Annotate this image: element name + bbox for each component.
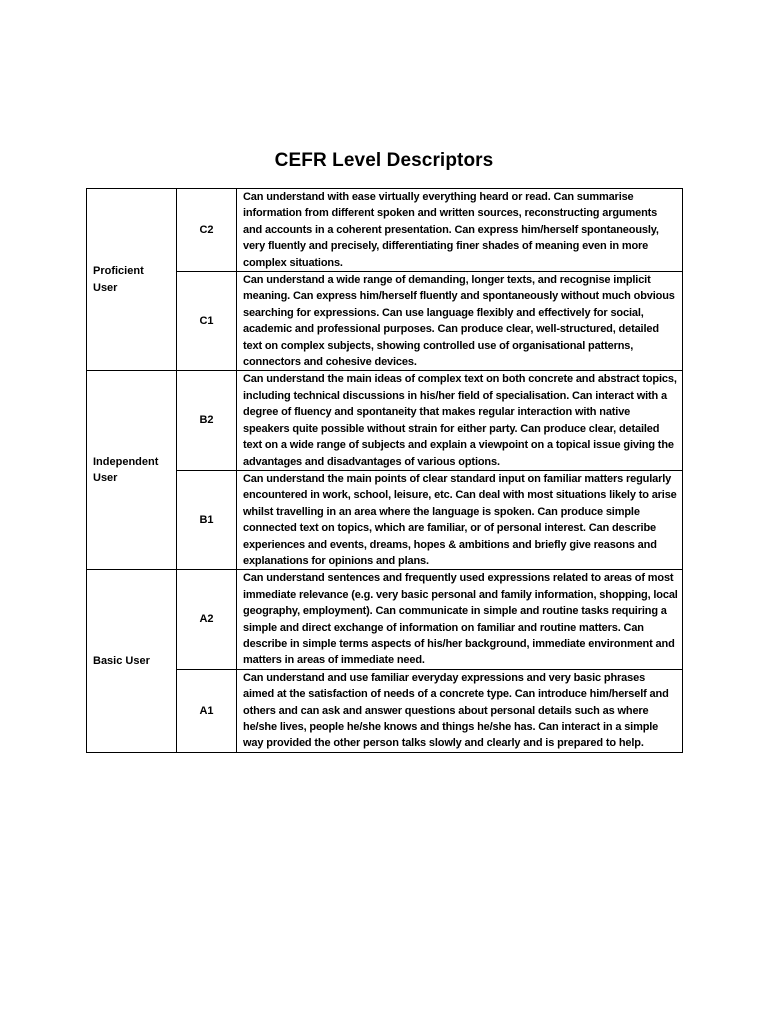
group-label-proficient-user: Proficient User (87, 189, 177, 371)
level-code-c1: C1 (177, 272, 237, 371)
level-description-a2 (237, 570, 683, 669)
level-code-c2: C2 (177, 189, 237, 272)
group-label-basic-user: Basic User (87, 570, 177, 752)
table-row-b2 (87, 371, 683, 470)
description-text: Can understand the main points of clear standard input on familiar matters regularly encountered in work, school, leisure, etc. Can deal with most situations likely to arise whilst travelling in an area where the language is spoken. Can produce simple connected text on topics, which are familiar, or of personal interest. Can describe experiences and events, dreams, hopes & ambitions and briefly give reasons and explanations for opinions and plans. (243, 472, 677, 567)
table-row-b1 (87, 470, 683, 569)
description-text: Can understand and use familiar everyday expressions and very basic phrases aimed at the satisfaction of needs of a concrete type. Can introduce him/herself and others and can ask and answer questions about personal details such as where he/she lives, people he/she knows and things he/she has. Can interact in a simple way provided the other person talks slowly and clearly and is prepared to help. (243, 671, 669, 750)
table-row-c2 (87, 189, 683, 272)
table-row-c1 (87, 272, 683, 371)
level-description-a1 (237, 669, 683, 752)
level-description-b1 (237, 470, 683, 569)
cefr-level-table (86, 188, 683, 753)
level-code-b2: B2 (177, 371, 237, 470)
group-label-independent-user: Independent User (87, 371, 177, 570)
description-text: Can understand the main ideas of complex text on both concrete and abstract topics, including technical discussions in his/her field of specialisation. Can interact with a degree of fluency and spontaneity that makes regular interaction with native speakers quite possible without strain for either party. Can produce clear, detailed text on a wide range of subjects and explain a viewpoint on a topical issue giving the advantages and disadvantages of various options. (243, 373, 677, 468)
level-description-b2 (237, 371, 683, 470)
description-text: Can understand a wide range of demanding, longer texts, and recognise implicit meaning. Can express him/herself fluently and spontaneously without much obvious searching for expressions. Can use language flexibly and effectively for social, academic and professional purposes. Can produce clear, well-structured, detailed text on complex subjects, showing controlled use of organisational patterns, connectors and cohesive devices. (243, 274, 675, 369)
table-row-a2 (87, 570, 683, 669)
document-title: CEFR Level Descriptors (274, 150, 494, 171)
level-code-a2: A2 (177, 570, 237, 669)
level-code-a1: A1 (177, 669, 237, 752)
description-text: Can understand with ease virtually everything heard or read. Can summarise information from different spoken and written sources, reconstructing arguments and accounts in a coherent presentation. Can express him/herself spontaneously, very fluently and precisely, differentiating finer shades of meaning even in more complex situations. (243, 191, 659, 269)
description-text: Can understand sentences and frequently used expressions related to areas of most immediate relevance (e.g. very basic personal and family information, shopping, local geography, employment). Can communicate in simple and routine tasks requiring a simple and direct exchange of information on familiar and routine matters. Can describe in simple terms aspects of his/her background, immediate environment and matters in areas of immediate need. (243, 572, 678, 667)
level-description-c2 (237, 189, 683, 272)
table-row-a1 (87, 669, 683, 752)
level-code-b1: B1 (177, 470, 237, 569)
level-description-c1 (237, 272, 683, 371)
